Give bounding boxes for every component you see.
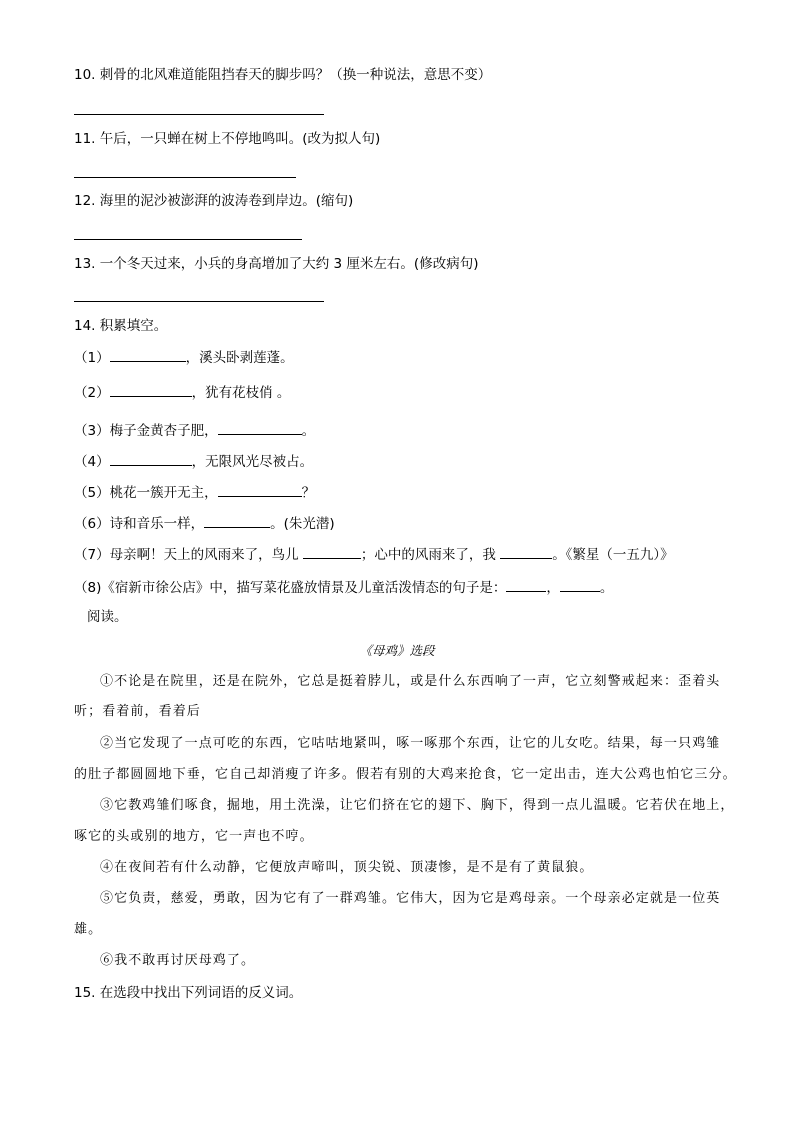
fill-item-7-suffix: 。《繁星（一五九）》: [552, 547, 674, 563]
question-12: 12. 海里的泥沙被澎湃的波涛卷到岸边。(缩句): [74, 193, 354, 209]
fill-item-7-prefix: （7）母亲啊！天上的风雨来了，鸟儿: [74, 547, 303, 563]
fill-item-6: [74, 514, 335, 533]
fill-blank-7a[interactable]: [303, 545, 361, 559]
fill-blank-6[interactable]: [204, 514, 270, 528]
passage-para-6-line-1: ⑥我不敢再讨厌母鸡了。: [100, 953, 256, 968]
fill-item-3-suffix: 。: [301, 423, 316, 439]
passage-para-3-line-2: 啄它的头或别的地方，它一声也不哼。: [74, 829, 314, 844]
question-11: 11. 午后，一只蝉在树上不停地鸣叫。(改为拟人句): [74, 131, 381, 147]
fill-item-4: [74, 452, 313, 471]
answer-line-12[interactable]: [74, 239, 302, 240]
fill-item-8-suffix: 。: [599, 580, 614, 596]
fill-blank-8a[interactable]: [506, 578, 546, 592]
passage-para-5-line-2: 雄。: [74, 922, 103, 937]
fill-item-6-prefix: （6）诗和音乐一样，: [74, 516, 205, 532]
fill-item-1-suffix: ，溪头卧剥莲蓬。: [185, 350, 294, 366]
fill-blank-4[interactable]: [110, 452, 192, 466]
question-10: 10. 刺骨的北风难道能阻挡春天的脚步吗？（换一种说法，意思不变）: [74, 67, 492, 83]
fill-blank-5[interactable]: [218, 483, 302, 497]
passage-para-1-line-2: 听；看着前，看着后: [74, 704, 201, 719]
fill-blank-7b[interactable]: [500, 545, 552, 559]
question-15: 15. 在选段中找出下列词语的反义词。: [74, 985, 303, 1001]
passage-para-3-line-1: ③它教鸡雏们啄食，掘地，用土洗澡，让它们挤在它的翅下、胸下，得到一点儿温暖。它若伏在地上，: [100, 798, 735, 813]
fill-item-2-suffix: ，犹有花枝俏 。: [191, 385, 291, 401]
fill-item-2-prefix: （2）: [74, 385, 110, 401]
fill-blank-2[interactable]: [110, 383, 192, 397]
fill-item-7-middle: ；心中的风雨来了，我: [360, 547, 501, 563]
fill-item-6-suffix: 。(朱光潜): [270, 516, 335, 532]
passage-title: 《母鸡》选段: [359, 643, 435, 658]
fill-item-8-middle: ，: [546, 580, 560, 596]
fill-item-5-prefix: （5）桃花一簇开无主，: [74, 485, 218, 501]
question-13: 13. 一个冬天过来，小兵的身高增加了大约 3 厘米左右。(修改病句): [74, 256, 479, 272]
fill-item-1-prefix: （1）: [74, 350, 110, 366]
fill-item-1: [74, 348, 294, 367]
answer-line-11[interactable]: [74, 177, 296, 178]
passage-para-2-line-2: 的肚子都圆圆地下垂，它自己却消瘦了许多。假若有别的大鸡来抢食，它一定出击，连大公鸡也怕它三分。: [74, 767, 737, 782]
reading-label: 阅读。: [87, 609, 128, 625]
fill-item-4-prefix: （4）: [74, 454, 110, 470]
fill-item-2: [74, 383, 290, 402]
answer-line-13[interactable]: [74, 301, 324, 302]
fill-item-3: [74, 421, 315, 440]
answer-line-10[interactable]: [74, 114, 324, 115]
passage-para-2-line-1: ②当它发现了一点可吃的东西，它咕咕地紧叫，啄一啄那个东西，让它的儿女吃。结果，每一只鸡雏: [100, 736, 721, 751]
fill-item-5: [74, 483, 315, 502]
fill-item-4-suffix: ，无限风光尽被占。: [191, 454, 314, 470]
question-14: 14. 积累填空。: [74, 318, 168, 334]
passage-para-5-line-1: ⑤它负责，慈爱，勇敢，因为它有了一群鸡雏。它伟大，因为它是鸡母亲。一个母亲必定就是一位英: [100, 891, 721, 906]
passage-para-4-line-1: ④在夜间若有什么动静，它便放声啼叫，顶尖锐、顶凄惨，是不是有了黄鼠狼。: [100, 860, 594, 875]
fill-item-3-prefix: （3）梅子金黄杏子肥，: [74, 423, 218, 439]
fill-item-7: [74, 545, 674, 564]
fill-item-8: [74, 578, 613, 597]
passage-para-1-line-1: ①不论是在院里，还是在院外，它总是挺着脖儿，或是什么东西响了一声，它立刻警戒起来：歪着头: [100, 674, 721, 689]
fill-item-5-suffix: ？: [301, 485, 316, 501]
fill-blank-1[interactable]: [110, 348, 186, 362]
fill-blank-8b[interactable]: [560, 578, 600, 592]
fill-item-8-prefix: （8)《宿新市徐公店》中，描写菜花盛放情景及儿童活泼情态的句子是：: [74, 580, 507, 596]
fill-blank-3[interactable]: [218, 421, 302, 435]
